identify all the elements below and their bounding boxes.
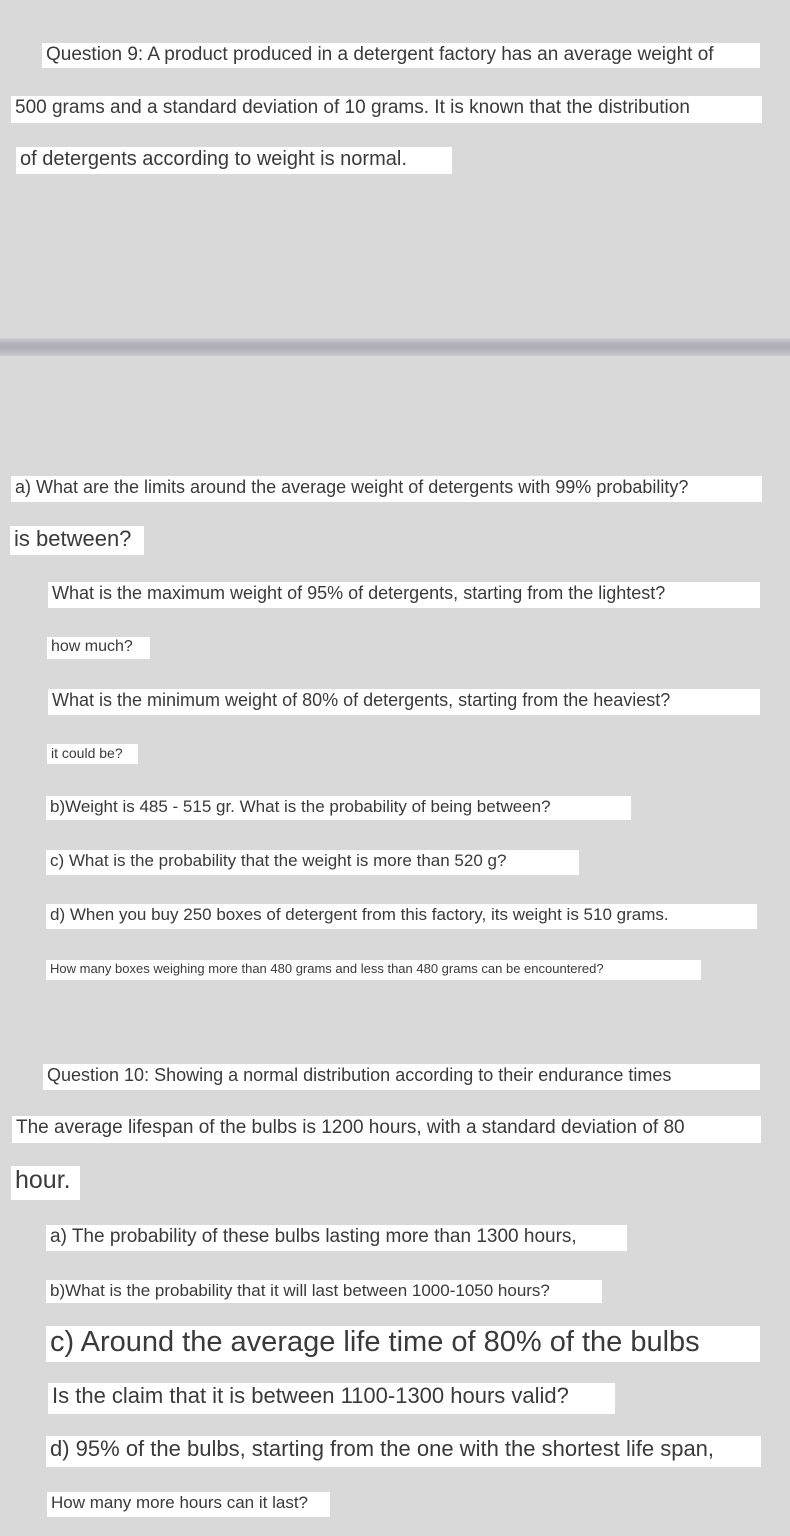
question-9-intro-panel — [0, 0, 790, 338]
q9-intro-line-3: of detergents according to weight is normal. — [16, 147, 452, 174]
q10-item-a: a) The probability of these bulbs lasting more than 1300 hours, — [46, 1225, 627, 1251]
q10-item-d-cont: How many more hours can it last? — [47, 1492, 330, 1517]
page-divider — [0, 338, 790, 356]
q9-intro-line-1: Question 9: A product produced in a detergent factory has an average weight of — [42, 43, 760, 68]
questions-panel — [0, 356, 790, 1536]
q9-intro-line-2: 500 grams and a standard deviation of 10 grams. It is known that the distribution — [11, 96, 762, 123]
q9-item-c: c) What is the probability that the weight is more than 520 g? — [46, 850, 579, 875]
q9-item-d: d) When you buy 250 boxes of detergent from this factory, its weight is 510 grams. — [46, 904, 757, 929]
q9-item-a-min-weight-cont: it could be? — [47, 744, 138, 764]
q10-title: Question 10: Showing a normal distribution according to their endurance times — [43, 1064, 760, 1090]
q10-item-c-cont: Is the claim that it is between 1100-1300 hours valid? — [48, 1383, 615, 1414]
q10-line-2: The average lifespan of the bulbs is 1200 hours, with a standard deviation of 80 — [12, 1116, 761, 1143]
q10-item-c: c) Around the average life time of 80% of the bulbs — [46, 1326, 760, 1362]
q9-item-a-max-weight-cont: how much? — [47, 637, 150, 659]
q9-item-b: b)Weight is 485 - 515 gr. What is the probability of being between? — [46, 796, 631, 820]
q9-item-a-min-weight: What is the minimum weight of 80% of detergents, starting from the heaviest? — [48, 689, 760, 715]
q10-item-d: d) 95% of the bulbs, starting from the one with the shortest life span, — [46, 1436, 761, 1467]
q10-line-3: hour. — [11, 1166, 80, 1200]
q9-item-a-cont: is between? — [10, 526, 144, 555]
q9-item-a: a) What are the limits around the average weight of detergents with 99% probability? — [11, 476, 762, 502]
q9-item-a-max-weight: What is the maximum weight of 95% of detergents, starting from the lightest? — [48, 582, 760, 608]
q10-item-b: b)What is the probability that it will last between 1000-1050 hours? — [46, 1280, 602, 1303]
q9-item-d-cont: How many boxes weighing more than 480 grams and less than 480 grams can be encountered? — [46, 960, 701, 980]
